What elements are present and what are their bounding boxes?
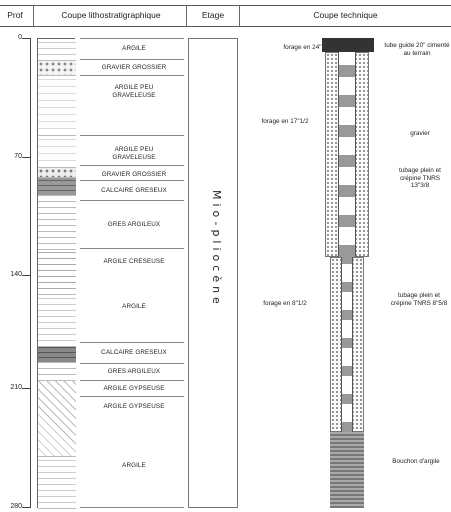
tube-guide xyxy=(322,38,374,52)
technique-header: Coupe technique xyxy=(313,10,378,20)
depth-label: 0 xyxy=(18,34,22,41)
depth-tick xyxy=(22,157,30,158)
divider-1 xyxy=(33,5,34,27)
label-line xyxy=(80,507,184,508)
layer-gravier-2 xyxy=(38,168,76,178)
litho-header: Coupe lithostratigraphique xyxy=(61,10,161,20)
divider-3 xyxy=(239,5,240,27)
depth-tick xyxy=(22,388,30,389)
label-line xyxy=(80,38,184,39)
tubage-1-label: tubage plein et crépine TNRS 13"3/8 xyxy=(399,167,441,189)
divider-2 xyxy=(186,5,187,27)
layer-label: ARGILE PEU GRAVELEUSE xyxy=(112,84,156,99)
layer-calcaire-2 xyxy=(38,347,76,363)
tubage-2-label: tubage plein et crépine TNRS 8"5/8 xyxy=(390,292,448,307)
layer-label: GRAVIER GROSSIER xyxy=(101,171,167,178)
casing-upper xyxy=(338,52,356,257)
layer-argile-2 xyxy=(38,295,76,347)
label-line xyxy=(80,363,184,364)
layer-label: ARGILE xyxy=(122,45,146,52)
layer-gres-2 xyxy=(38,363,76,381)
bouchon-label: Bouchon d'argile xyxy=(392,458,440,465)
label-line xyxy=(80,59,184,60)
etage-label: Mio-pliocène xyxy=(210,190,223,308)
layer-argile-graveleuse-2 xyxy=(38,136,76,168)
label-line xyxy=(80,396,184,397)
depth-tick xyxy=(22,507,30,508)
layer-label: CALCAIRE GRESEUX xyxy=(101,349,167,356)
layer-label: GRES ARGILEUX xyxy=(107,221,161,228)
layer-argile-greseuse xyxy=(38,250,76,295)
layer-gres xyxy=(38,196,76,250)
layer-label: ARGILE PEU GRAVELEUSE xyxy=(112,146,156,161)
label-line xyxy=(80,180,184,181)
layer-argile-3 xyxy=(38,457,76,509)
label-line xyxy=(80,200,184,201)
forage-2-label: forage en 17"1/2 xyxy=(261,118,309,125)
layer-calcaire xyxy=(38,178,76,196)
layer-label: ARGILE xyxy=(122,303,146,310)
depth-label: 280 xyxy=(10,503,22,510)
depth-tick xyxy=(22,275,30,276)
label-line xyxy=(80,380,184,381)
layer-argile xyxy=(38,39,76,61)
layer-label: GRES ARGILEUX xyxy=(107,368,161,375)
depth-label: 210 xyxy=(10,384,22,391)
layer-gypse xyxy=(38,381,76,457)
forage-3-label: forage en 8"1/2 xyxy=(263,300,307,307)
layer-label: ARGILE GYPSEUSE xyxy=(103,403,165,410)
gravier-label: gravier xyxy=(410,130,430,137)
depth-axis xyxy=(30,38,31,508)
depth-label: 140 xyxy=(10,271,22,278)
label-line xyxy=(80,248,184,249)
layer-label: ARGILE CRESEUSE xyxy=(103,258,165,265)
layer-label: ARGILE GYPSEUSE xyxy=(103,385,165,392)
header-bottom-line xyxy=(0,26,451,27)
label-line xyxy=(80,342,184,343)
layer-argile-graveleuse xyxy=(38,76,76,136)
layer-label: CALCAIRE GRESEUX xyxy=(101,187,167,194)
header-top-line xyxy=(0,5,451,6)
label-line xyxy=(80,165,184,166)
casing-lower xyxy=(341,257,353,432)
label-line xyxy=(80,135,184,136)
depth-label: 70 xyxy=(14,153,22,160)
layer-gravier xyxy=(38,61,76,76)
prof-header: Prof xyxy=(7,10,23,20)
lithology-column xyxy=(37,38,75,508)
layer-label: ARGILE xyxy=(122,462,146,469)
depth-tick xyxy=(22,38,30,39)
forage-1-label: forage en 24" xyxy=(283,44,322,51)
tube-label: tube guide 20" cimenté au terrain xyxy=(384,42,450,57)
bouchon-argile xyxy=(330,432,364,508)
etage-header: Etage xyxy=(201,10,225,20)
label-line xyxy=(80,75,184,76)
layer-label: GRAVIER GROSSIER xyxy=(101,64,167,71)
